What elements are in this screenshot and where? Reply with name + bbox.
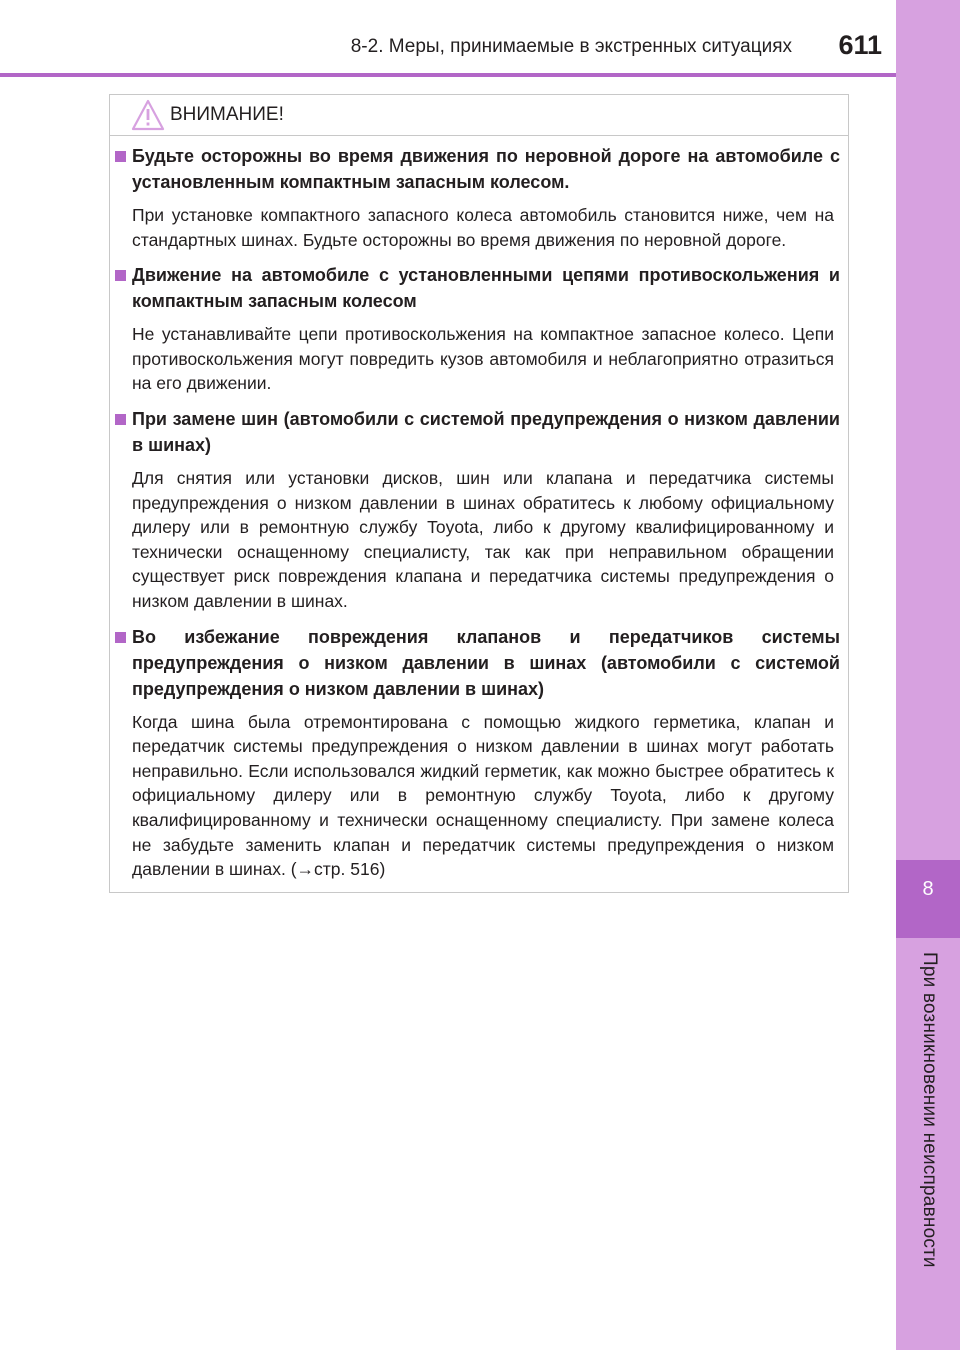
warning-title: ВНИМАНИЕ! (170, 104, 284, 125)
warning-body (110, 143, 848, 892)
warning-item (110, 624, 848, 882)
warning-header (110, 95, 848, 136)
warning-item-text: При установке компактного запасного колеса автомобиль становится ниже, чем на стандартных шинах. Будьте осторожны во время движения по неровной дороге. (132, 205, 834, 250)
square-bullet-icon (115, 632, 126, 643)
warning-item-heading (132, 624, 840, 702)
warning-item-heading (132, 406, 840, 458)
warning-item (110, 406, 848, 614)
warning-triangle-icon (131, 99, 165, 131)
warning-box (109, 94, 849, 893)
chapter-title: При возникновении неисправности (919, 952, 940, 1268)
warning-item-heading-text: Движение на автомобиле с установленными цепями противоскольжения и компактным запасным колесом (132, 265, 840, 312)
page-header (0, 0, 896, 78)
warning-item-heading (132, 262, 840, 314)
warning-item-text: Для снятия или установки дисков, шин или клапана и передатчика системы предупреждения о низком давлении в шинах обратитесь к любому официальному дилеру или в ремонтную службу Toyota, либо к другому квалифицированному и технически оснащенному специалисту, так как при неправильном обращении существует риск повреждения клапана и передатчика системы предупреждения о низком давлении в шинах. (132, 467, 834, 611)
warning-item (110, 143, 848, 252)
square-bullet-icon (115, 151, 126, 162)
page-number: 611 (838, 30, 882, 60)
warning-item-heading-text: Будьте осторожны во время движения по неровной дороге на автомобиле с установленным компактным запасным колесом. (132, 146, 840, 192)
header-rule (0, 73, 896, 77)
warning-item (110, 262, 848, 396)
section-title: 8-2. Меры, принимаемые в экстренных ситуациях (350, 36, 792, 57)
square-bullet-icon (115, 270, 126, 281)
warning-item-heading-text: Во избежание повреждения клапанов и передатчиков системы предупреждения о низком давлении в шинах (автомобили с системой предупреждения о низком давлении в шинах) (132, 626, 840, 699)
warning-item-heading (132, 143, 840, 195)
warning-item-heading-text: При замене шин (автомобили с системой предупреждения о низком давлении в шинах) (132, 408, 840, 455)
warning-item-text: Не устанавливайте цепи противоскольжения на компактное запасное колесо. Цепи противоскольжения могут повредить кузов автомобиля и неблагоприятно отразиться на его движении. (132, 324, 834, 394)
warning-item-text: Когда шина была отремонтирована с помощью жидкого герметика, клапан и передатчик системы предупреждения о низком давлении в шинах могут работать неправильно. Если использовался жидкий герметик, как можно быстрее обратитесь к официальному дилеру или в ремонтную службу Toyota, либо к другому квалифицированному и технически оснащенному специалисту. При замене колеса не забудьте заменить клапан и передатчик системы предупреждения о низком давлении в шинах. (→стр. 516) (132, 711, 834, 880)
chapter-number: 8 (922, 878, 934, 900)
square-bullet-icon (115, 414, 126, 425)
